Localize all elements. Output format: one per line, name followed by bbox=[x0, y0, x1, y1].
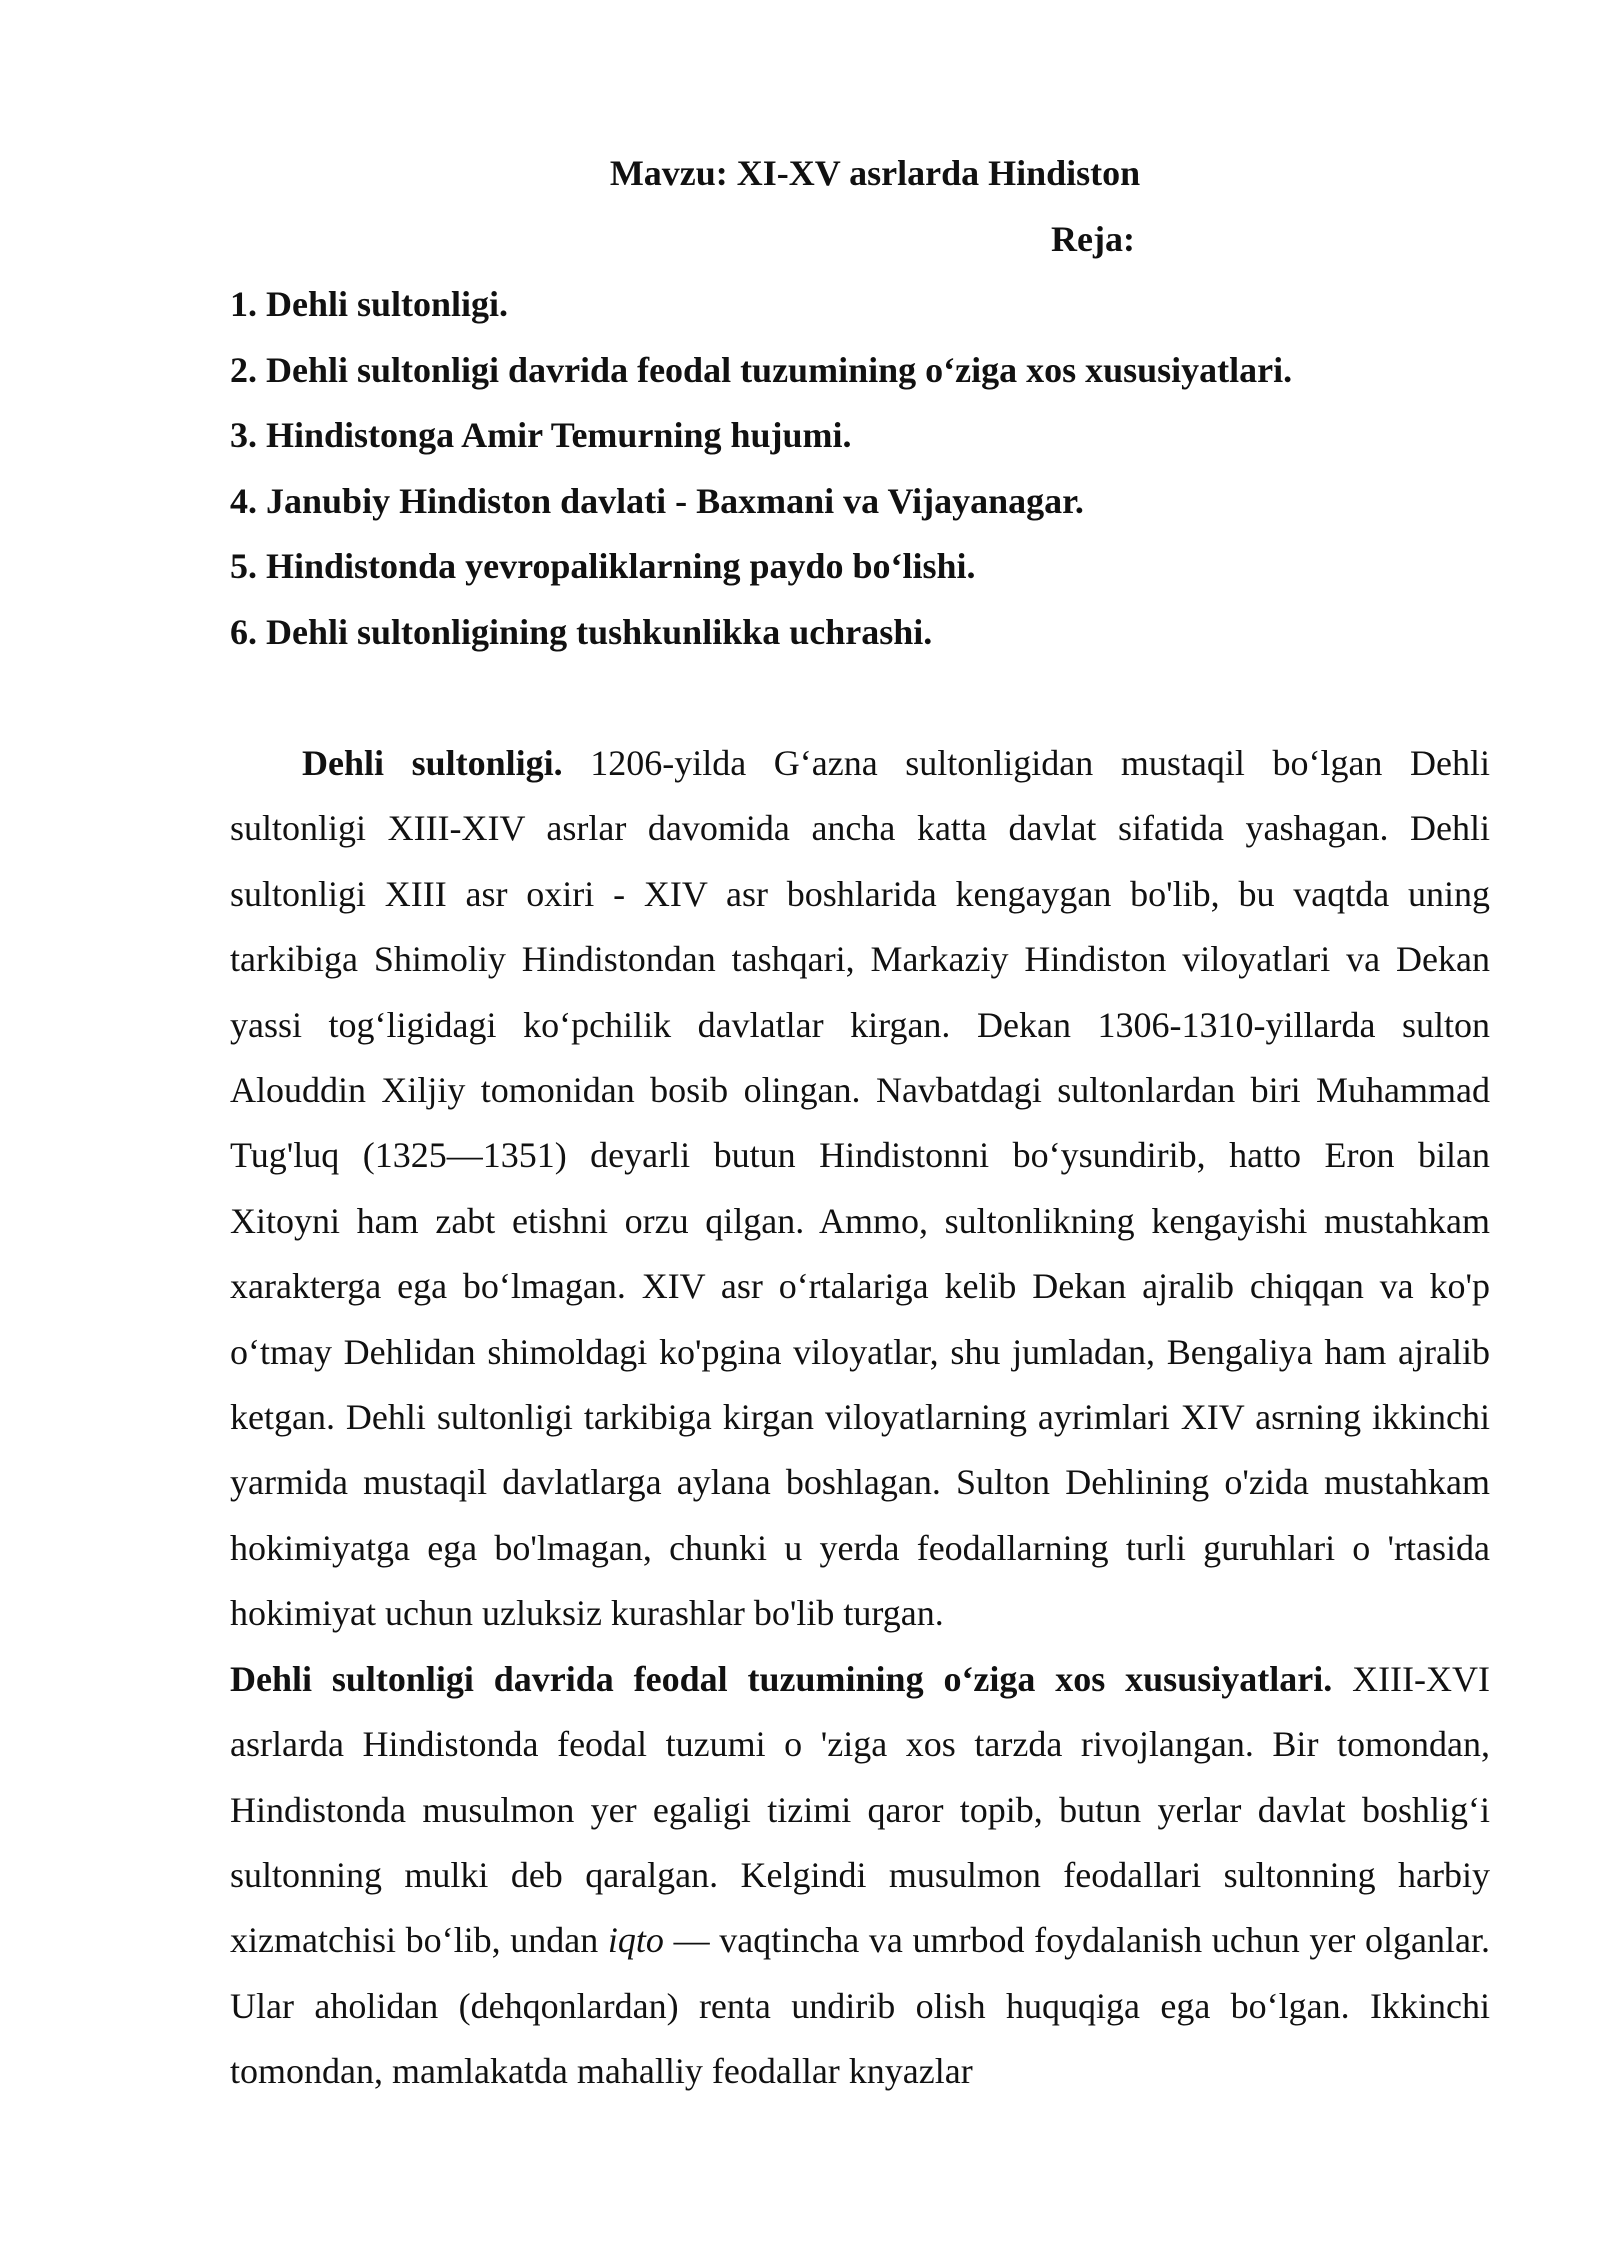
plan-item: 3. Hindistonga Amir Temurning hujumi. bbox=[230, 415, 852, 455]
section-feodal-tuzum bbox=[230, 1647, 1490, 2105]
term-iqto: iqto bbox=[607, 1920, 664, 1961]
plan-item: 4. Janubiy Hindiston davlati - Baxmani va Vijayanagar. bbox=[230, 480, 1084, 521]
plan-heading: Reja: bbox=[1051, 219, 1135, 259]
plan-item: 6. Dehli sultonligining tushkunlikka uchrashi. bbox=[230, 611, 933, 652]
section-dehli-sultonligi bbox=[230, 731, 1490, 1647]
plan-item: 5. Hindistonda yevropaliklarning paydo bo‘lishi. bbox=[230, 546, 976, 586]
section-body-continued: — vaqtincha va umrbod foydalanish uchun yer olganlar. Ular aholidan (dehqonlardan) renta undirib olish huquqiga ega bo‘lgan. Ikkinchi tomondan, mamlakatda mahalliy feodallar knyazlar bbox=[230, 1920, 1490, 2092]
section-spacer bbox=[230, 665, 1490, 731]
section-body: 1206-yilda G‘azna sultonligidan mustaqil bo‘lgan Dehli sultonligi XIII-XIV asrlar davomida ancha katta davlat sifatida yashagan. Dehli sultonligi XIII asr oxiri - XIV asr boshlarida kengaygan bo'lib, bu vaqtda uning tarkibiga Shimoliy Hindistondan tashqari, Markaziy Hindiston viloyatlari va Dekan yassi tog‘ligidagi ko‘pchilik davlatlar kirgan. Dekan 1306-1310-yillarda sulton Alouddin Xiljiy tomonidan bosib olingan. Navbatdagi sultonlardan biri Muhammad Tug'luq (1325—1351) deyarli butun Hindistonni bo‘ysundirib, hatto Eron bilan Xitoyni ham zabt etishni orzu qilgan. Ammo, sultonlikning kengayishi mustahkam xarakterga ega bo‘lmagan. XIV asr o‘rtalariga kelib Dekan ajralib chiqqan va ko'p o‘tmay Dehlidan shimoldagi ko'pgina viloyatlar, shu jumladan, Bengaliya ham ajralib ketgan. Dehli sultonligi tarkibiga kirgan viloyatlarning ayrimlari XIV asrning ikkinchi yarmida mustaqil davlatlarga aylana boshlagan. Sulton Dehlining o'zida mustahkam hokimiyatga ega bo'lmagan, chunki u yerda feodallarning turli guruhlari o 'rtasida hokimiyat uchun uzluksiz kurashlar bo'lib turgan. bbox=[230, 743, 1490, 1634]
section-heading: Dehli sultonligi davrida feodal tuzumining o‘ziga xos xususiyatlari. bbox=[230, 1658, 1333, 1699]
document-page bbox=[230, 140, 1490, 2105]
section-body: XIII-XVI asrlarda Hindistonda feodal tuzumi o 'ziga xos tarzda rivojlangan. Bir tomondan, Hindistonda musulmon yer egaligi tizimi qaror topib, butun yerlar davlat boshlig‘i sultonning mulki deb qaralgan. Kelgindi musulmon feodallari sultonning harbiy xizmatchisi bo‘lib, undan bbox=[230, 1658, 1491, 1961]
plan-item: 1. Dehli sultonligi. bbox=[230, 284, 509, 324]
document-title: Mavzu: XI-XV asrlarda Hindiston bbox=[609, 153, 1141, 193]
plan-list bbox=[230, 272, 1490, 665]
section-heading: Dehli sultonligi. bbox=[302, 743, 563, 783]
plan-item: 2. Dehli sultonligi davrida feodal tuzumining o‘ziga xos xususiyatlari. bbox=[230, 349, 1293, 390]
